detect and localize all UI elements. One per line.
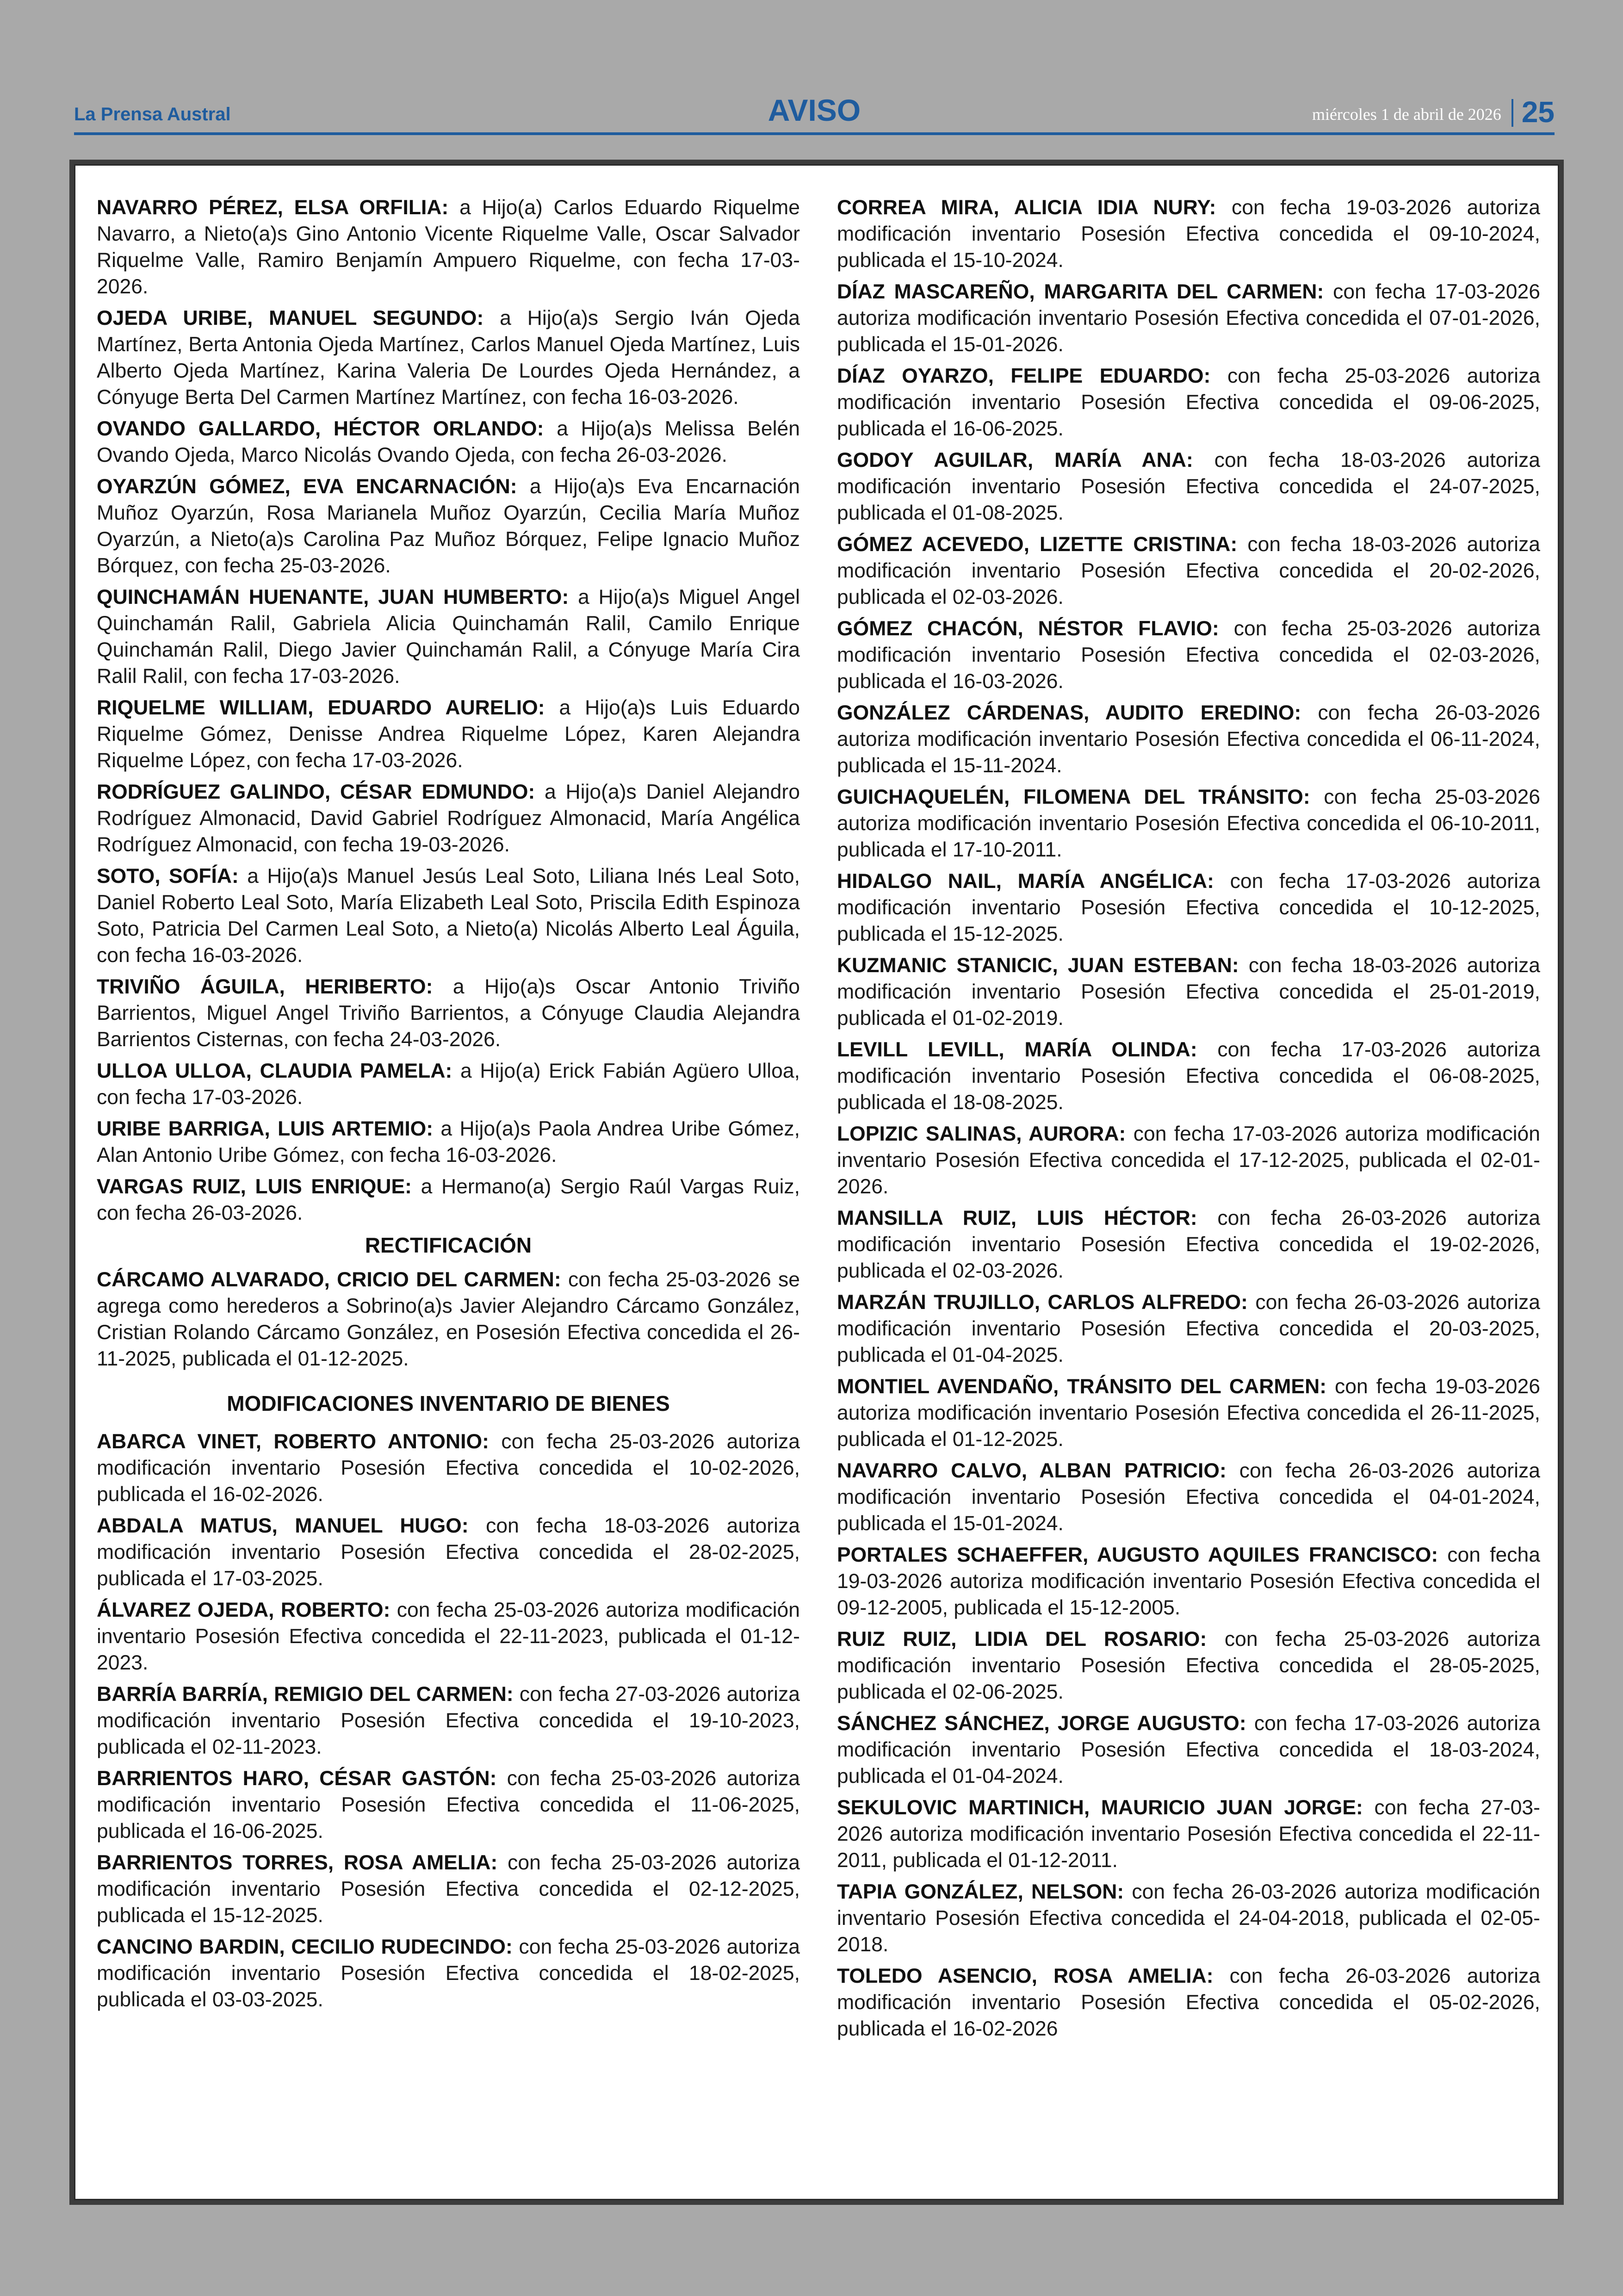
deceased-name: RODRÍGUEZ GALINDO, CÉSAR EDMUNDO: xyxy=(97,781,535,803)
section-title: AVISO xyxy=(768,93,861,127)
deceased-name: ÁLVAREZ OJEDA, ROBERTO: xyxy=(97,1599,390,1621)
deceased-name: TAPIA GONZÁLEZ, NELSON: xyxy=(837,1880,1124,1903)
notice-entry xyxy=(97,695,800,774)
notice-text: a Hijo(a)s Daniel Alejandro Rodríguez Almonacid, David Gabriel Rodríguez Almonacid, María Angélica Rodríguez Almonacid, con fecha 19-03-2026. xyxy=(97,781,800,856)
modificaciones-list xyxy=(97,1428,800,2013)
deceased-name: QUINCHAMÁN HUENANTE, JUAN HUMBERTO: xyxy=(97,586,569,608)
rectificacion-list xyxy=(97,1266,800,1372)
header-right xyxy=(1312,97,1555,127)
notice-entry xyxy=(837,447,1540,526)
notice-entry xyxy=(837,1121,1540,1200)
notice-text: con fecha 19-03-2026 autoriza modificación inventario Posesión Efectiva concedida el 26-11-2025, publicada el 01-12-2025. xyxy=(837,1375,1540,1451)
modificaciones-heading: MODIFICACIONES INVENTARIO DE BIENES xyxy=(227,1391,670,1415)
notice-panel xyxy=(74,164,1559,2200)
notice-entry xyxy=(837,1879,1540,1958)
notice-text: con fecha 25-03-2026 autoriza modificación inventario Posesión Efectiva concedida el 10-02-2026, publicada el 16-02-2026. xyxy=(97,1430,800,1506)
notice-text: a Hijo(a)s Manuel Jesús Leal Soto, Liliana Inés Leal Soto, Daniel Roberto Leal Soto, María Elizabeth Leal Soto, Priscila Edith Espinoza Soto, Patricia Del Carmen Leal Soto, a Nieto(a) Nicolás Alberto Leal Águila, con fecha 16-03-2026. xyxy=(97,865,800,967)
notice-text: a Hijo(a)s Melissa Belén Ovando Ojeda, Marco Nicolás Ovando Ojeda, con fecha 26-03-2026. xyxy=(97,417,800,466)
notice-entry xyxy=(97,1681,800,1760)
deceased-name: CANCINO BARDIN, CECILIO RUDECINDO: xyxy=(97,1936,513,1958)
notice-entry xyxy=(837,279,1540,358)
deceased-name: OYARZÚN GÓMEZ, EVA ENCARNACIÓN: xyxy=(97,475,517,498)
notice-text: a Hijo(a) Carlos Eduardo Riquelme Navarro, a Nieto(a)s Gino Antonio Vicente Riquelme Valle, Oscar Salvador Riquelme Valle, Ramiro Benjamín Ampuero Riquelme, con fecha 17-03-2026. xyxy=(97,196,800,298)
modificaciones-list-continued xyxy=(837,194,1540,2042)
notice-entry xyxy=(837,194,1540,273)
deceased-name: GÓMEZ ACEVEDO, LIZETTE CRISTINA: xyxy=(837,533,1238,556)
notice-text: a Hijo(a) Erick Fabián Agüero Ulloa, con fecha 17-03-2026. xyxy=(97,1060,800,1109)
deceased-name: BARRIENTOS TORRES, ROSA AMELIA: xyxy=(97,1851,498,1874)
deceased-name: HIDALGO NAIL, MARÍA ANGÉLICA: xyxy=(837,870,1214,893)
deceased-name: BARRÍA BARRÍA, REMIGIO DEL CARMEN: xyxy=(97,1683,514,1706)
left-column xyxy=(97,194,800,2018)
page-number: 25 xyxy=(1521,95,1555,129)
deceased-name: CÁRCAMO ALVARADO, CRICIO DEL CARMEN: xyxy=(97,1268,561,1291)
deceased-name: BARRIENTOS HARO, CÉSAR GASTÓN: xyxy=(97,1767,497,1790)
notice-entry xyxy=(837,868,1540,947)
notice-entry xyxy=(837,1036,1540,1116)
notice-entry xyxy=(837,1710,1540,1789)
deceased-name: DÍAZ OYARZO, FELIPE EDUARDO: xyxy=(837,365,1211,387)
notice-text: con fecha 19-03-2026 autoriza modificación inventario Posesión Efectiva concedida el 09-12-2005, publicada el 15-12-2005. xyxy=(837,1544,1540,1619)
notice-text: con fecha 18-03-2026 autoriza modificación inventario Posesión Efectiva concedida el 28-02-2025, publicada el 17-03-2025. xyxy=(97,1514,800,1590)
deceased-name: MARZÁN TRUJILLO, CARLOS ALFREDO: xyxy=(837,1291,1248,1314)
deceased-name: ABARCA VINET, ROBERTO ANTONIO: xyxy=(97,1430,489,1453)
notice-entry xyxy=(97,863,800,968)
notice-entry xyxy=(837,952,1540,1031)
deceased-name: ABDALA MATUS, MANUEL HUGO: xyxy=(97,1514,469,1537)
notice-entry xyxy=(97,1058,800,1111)
header-rule xyxy=(74,132,1555,135)
notice-text: con fecha 25-03-2026 autoriza modificación inventario Posesión Efectiva concedida el 28-05-2025, publicada el 02-06-2025. xyxy=(837,1628,1541,1703)
notice-text: con fecha 17-03-2026 autoriza modificación inventario Posesión Efectiva concedida el 10-12-2025, publicada el 15-12-2025. xyxy=(837,870,1540,945)
notice-entry xyxy=(837,615,1540,695)
deceased-name: NAVARRO CALVO, ALBAN PATRICIO: xyxy=(837,1459,1227,1482)
notice-entry xyxy=(837,531,1540,610)
notice-text: con fecha 25-03-2026 autoriza modificación inventario Posesión Efectiva concedida el 22-11-2023, publicada el 01-12-2023. xyxy=(97,1599,800,1674)
deceased-name: GODOY AGUILAR, MARÍA ANA: xyxy=(837,449,1193,472)
deceased-name: GÓMEZ CHACÓN, NÉSTOR FLAVIO: xyxy=(837,617,1219,640)
notice-entry xyxy=(837,363,1540,442)
notice-text: con fecha 25-03-2026 autoriza modificación inventario Posesión Efectiva concedida el 11-06-2025, publicada el 16-06-2025. xyxy=(97,1767,800,1843)
notice-text: a Hijo(a)s Luis Eduardo Riquelme Gómez, Denisse Andrea Riquelme López, Karen Alejandra Riquelme López, con fecha 17-03-2026. xyxy=(97,696,800,772)
notice-entry xyxy=(97,974,800,1053)
issue-date: miércoles 1 de abril de 2026 xyxy=(1312,105,1501,124)
notice-entry xyxy=(837,1373,1540,1452)
notice-entry xyxy=(837,1289,1540,1368)
notice-text: con fecha 26-03-2026 autoriza modificación inventario Posesión Efectiva concedida el 06-11-2024, publicada el 15-11-2024. xyxy=(837,701,1540,777)
deceased-name: LEVILL LEVILL, MARÍA OLINDA: xyxy=(837,1038,1197,1061)
notice-entry xyxy=(837,1205,1540,1284)
notice-text: con fecha 26-03-2026 autoriza modificación inventario Posesión Efectiva concedida el 05-02-2026, publicada el 16-02-2026 xyxy=(837,1965,1541,2040)
notice-entry xyxy=(97,779,800,858)
notice-entry xyxy=(97,305,800,410)
deceased-name: URIBE BARRIGA, LUIS ARTEMIO: xyxy=(97,1117,434,1140)
herederos-list xyxy=(97,194,800,1226)
notice-text: a Hijo(a)s Miguel Angel Quinchamán Ralil, Gabriela Alicia Quinchamán Ralil, Camilo Enrique Quinchamán Ralil, Diego Javier Quinchamán Ralil, a Cónyuge María Cira Ralil Ralil, con fecha 17-03-2026. xyxy=(97,586,800,688)
notice-entry xyxy=(97,1849,800,1929)
notice-text: con fecha 27-03-2026 autoriza modificación inventario Posesión Efectiva concedida el 22-11-2011, publicada el 01-12-2011. xyxy=(837,1796,1540,1872)
notice-entry xyxy=(97,194,800,300)
notice-text: con fecha 18-03-2026 autoriza modificación inventario Posesión Efectiva concedida el 20-02-2026, publicada el 02-03-2026. xyxy=(837,533,1540,608)
notice-text: con fecha 17-03-2026 autoriza modificación inventario Posesión Efectiva concedida el 18-03-2024, publicada el 01-04-2024. xyxy=(837,1712,1540,1787)
notice-text: con fecha 18-03-2026 autoriza modificación inventario Posesión Efectiva concedida el 24-07-2025, publicada el 01-08-2025. xyxy=(837,449,1540,524)
notice-entry xyxy=(97,1513,800,1592)
deceased-name: VARGAS RUIZ, LUIS ENRIQUE: xyxy=(97,1175,412,1198)
publication-name: La Prensa Austral xyxy=(74,104,231,124)
notice-entry xyxy=(837,1458,1540,1537)
deceased-name: PORTALES SCHAEFFER, AUGUSTO AQUILES FRANCISCO: xyxy=(837,1544,1438,1566)
header-separator xyxy=(1511,99,1513,127)
notice-entry xyxy=(837,1626,1540,1705)
deceased-name: SOTO, SOFÍA: xyxy=(97,865,239,887)
notice-entry xyxy=(97,1173,800,1226)
deceased-name: OJEDA URIBE, MANUEL SEGUNDO: xyxy=(97,307,484,329)
deceased-name: SEKULOVIC MARTINICH, MAURICIO JUAN JORGE: xyxy=(837,1796,1363,1819)
notice-entry xyxy=(837,700,1540,779)
notice-entry xyxy=(97,1597,800,1676)
deceased-name: LOPIZIC SALINAS, AURORA: xyxy=(837,1123,1126,1145)
deceased-name: TRIVIÑO ÁGUILA, HERIBERTO: xyxy=(97,975,433,998)
deceased-name: CORREA MIRA, ALICIA IDIA NURY: xyxy=(837,196,1216,219)
deceased-name: OVANDO GALLARDO, HÉCTOR ORLANDO: xyxy=(97,417,544,440)
notice-text: a Hijo(a)s Paola Andrea Uribe Gómez, Alan Antonio Uribe Gómez, con fecha 16-03-2026. xyxy=(97,1117,800,1167)
deceased-name: TOLEDO ASENCIO, ROSA AMELIA: xyxy=(837,1965,1214,1987)
notice-text: con fecha 25-03-2026 autoriza modificación inventario Posesión Efectiva concedida el 02-12-2025, publicada el 15-12-2025. xyxy=(97,1851,800,1927)
notice-entry xyxy=(97,1934,800,2013)
notice-text: con fecha 25-03-2026 se agrega como herederos a Sobrino(a)s Javier Alejandro Cárcamo González, Cristian Rolando Cárcamo González, en Posesión Efectiva concedida el 26-11-2025, publicada el 01-12-2025. xyxy=(97,1268,800,1370)
notice-entry xyxy=(837,1794,1540,1874)
notice-text: con fecha 25-03-2026 autoriza modificación inventario Posesión Efectiva concedida el 18-02-2025, publicada el 03-03-2025. xyxy=(97,1936,800,2011)
notice-text: a Hijo(a)s Sergio Iván Ojeda Martínez, Berta Antonia Ojeda Martínez, Carlos Manuel Ojeda Martínez, Luis Alberto Ojeda Martínez, Karina Valeria De Lourdes Ojeda Hernández, a Cónyuge Berta Del Carmen Martínez Martínez, con fecha 16-03-2026. xyxy=(97,307,800,409)
notice-entry xyxy=(837,1542,1540,1621)
notice-text: con fecha 18-03-2026 autoriza modificación inventario Posesión Efectiva concedida el 25-01-2019, publicada el 01-02-2019. xyxy=(837,954,1541,1030)
notice-entry xyxy=(97,1428,800,1508)
notice-entry xyxy=(97,416,800,468)
notice-text: con fecha 17-03-2026 autoriza modificación inventario Posesión Efectiva concedida el 06-08-2025, publicada el 18-08-2025. xyxy=(837,1038,1540,1114)
notice-text: con fecha 26-03-2026 autoriza modificación inventario Posesión Efectiva concedida el 20-03-2025, publicada el 01-04-2025. xyxy=(837,1291,1540,1366)
deceased-name: RUIZ RUIZ, LIDIA DEL ROSARIO: xyxy=(837,1628,1207,1651)
notice-text: con fecha 25-03-2026 autoriza modificación inventario Posesión Efectiva concedida el 02-03-2026, publicada el 16-03-2026. xyxy=(837,617,1540,693)
deceased-name: GONZÁLEZ CÁRDENAS, AUDITO EREDINO: xyxy=(837,701,1301,724)
notice-text: con fecha 26-03-2026 autoriza modificación inventario Posesión Efectiva concedida el 19-02-2026, publicada el 02-03-2026. xyxy=(837,1207,1540,1282)
notice-text: a Hermano(a) Sergio Raúl Vargas Ruiz, con fecha 26-03-2026. xyxy=(97,1175,800,1224)
notice-text: con fecha 25-03-2026 autoriza modificación inventario Posesión Efectiva concedida el 09-06-2025, publicada el 16-06-2025. xyxy=(837,365,1541,440)
notice-text: con fecha 19-03-2026 autoriza modificación inventario Posesión Efectiva concedida el 09-10-2024, publicada el 15-10-2024. xyxy=(837,196,1540,272)
rectificacion-heading: RECTIFICACIÓN xyxy=(365,1233,532,1257)
notice-entry xyxy=(97,1266,800,1372)
deceased-name: RIQUELME WILLIAM, EDUARDO AURELIO: xyxy=(97,696,545,719)
notice-text: con fecha 26-03-2026 autoriza modificación inventario Posesión Efectiva concedida el 04-01-2024, publicada el 15-01-2024. xyxy=(837,1459,1540,1535)
notice-entry xyxy=(837,784,1540,863)
deceased-name: SÁNCHEZ SÁNCHEZ, JORGE AUGUSTO: xyxy=(837,1712,1246,1735)
deceased-name: MANSILLA RUIZ, LUIS HÉCTOR: xyxy=(837,1207,1197,1229)
page-header xyxy=(74,93,1555,130)
deceased-name: NAVARRO PÉREZ, ELSA ORFILIA: xyxy=(97,196,449,219)
deceased-name: ULLOA ULLOA, CLAUDIA PAMELA: xyxy=(97,1060,452,1082)
notice-text: con fecha 17-03-2026 autoriza modificación inventario Posesión Efectiva concedida el 07-01-2026, publicada el 15-01-2026. xyxy=(837,280,1540,356)
deceased-name: DÍAZ MASCAREÑO, MARGARITA DEL CARMEN: xyxy=(837,280,1324,303)
notice-text: con fecha 26-03-2026 autoriza modificación inventario Posesión Efectiva concedida el 24-04-2018, publicada el 02-05-2018. xyxy=(837,1880,1540,1956)
notice-text: a Hijo(a)s Eva Encarnación Muñoz Oyarzún, Rosa Marianela Muñoz Oyarzún, Cecilia María Muñoz Oyarzún, a Nieto(a)s Carolina Paz Muñoz Bórquez, Felipe Ignacio Muñoz Bórquez, con fecha 25-03-2026. xyxy=(97,475,800,577)
deceased-name: GUICHAQUELÉN, FILOMENA DEL TRÁNSITO: xyxy=(837,786,1310,808)
deceased-name: MONTIEL AVENDAÑO, TRÁNSITO DEL CARMEN: xyxy=(837,1375,1327,1398)
notice-entry xyxy=(837,1963,1540,2042)
notice-entry xyxy=(97,473,800,579)
deceased-name: KUZMANIC STANICIC, JUAN ESTEBAN: xyxy=(837,954,1239,977)
notice-text: con fecha 27-03-2026 autoriza modificación inventario Posesión Efectiva concedida el 19-10-2023, publicada el 02-11-2023. xyxy=(97,1683,800,1758)
notice-entry xyxy=(97,1765,800,1844)
notice-text: con fecha 17-03-2026 autoriza modificación inventario Posesión Efectiva concedida el 17-12-2025, publicada el 02-01-2026. xyxy=(837,1123,1540,1198)
notice-entry xyxy=(97,1116,800,1168)
notice-entry xyxy=(97,584,800,689)
notice-text: con fecha 25-03-2026 autoriza modificación inventario Posesión Efectiva concedida el 06-10-2011, publicada el 17-10-2011. xyxy=(837,786,1540,861)
right-column xyxy=(837,194,1540,2047)
notice-text: a Hijo(a)s Oscar Antonio Triviño Barrientos, Miguel Angel Triviño Barrientos, a Cónyuge Claudia Alejandra Barrientos Cisternas, con fecha 24-03-2026. xyxy=(97,975,800,1051)
